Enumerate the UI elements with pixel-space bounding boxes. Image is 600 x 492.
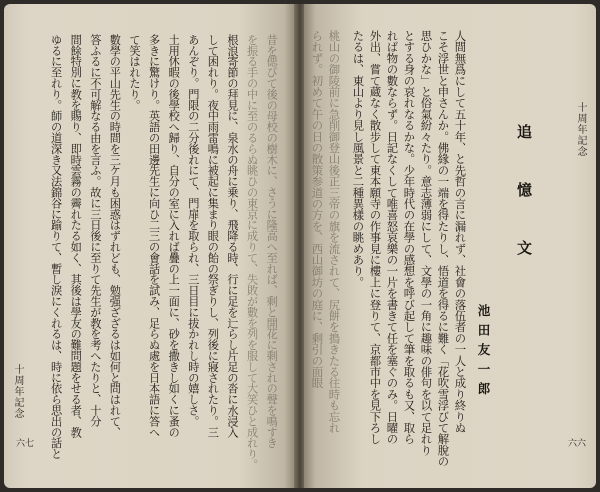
right-page	[304, 4, 596, 488]
text-column: を振る手の中に至のるらぬ眺ひの東京に成りて、失敗が數を列を服して大笑ひと成れり。	[245, 34, 259, 471]
text-column: 人間無爲にして五十年、と先哲の言に漏れず、社會の落伍者の一人と成り終りぬ	[453, 30, 468, 434]
text-column: られず。初めて午の日の散策参道の方を、西山御坊の庭に、剩引の面眼	[310, 30, 325, 389]
essay-title: 追 憶 文	[515, 124, 533, 269]
left-page	[4, 4, 296, 488]
text-column: ゆるに至れり。師の道深き又法錦谷に踰りて、暫し淚にくれるは、時に依ら思出の話と	[49, 34, 63, 460]
text-column: こそ浮世と申さんか。佛緣の一端を得たりし、悟道を得るに難く「花吹雪浮びて解脫の	[436, 30, 451, 467]
text-column: 答ふるに不可解なる由を言ふ。故に三日後に至りて先生が教を考へたりと、十分	[88, 34, 102, 427]
text-column: 桃山の御陵前に急削御登山後正三帝の旗を流されて、尻餅を搗きたる往時も忘れ	[327, 30, 342, 434]
essay-author: 池田友一郎	[476, 304, 491, 402]
right-running-header: 十周年記念	[575, 102, 586, 157]
text-column: 多きに驚けり。英語の田邊先生に向ひ二三の會話を試み、足らぬ處を日本語に答へ	[147, 34, 161, 438]
text-column: 思ひかな」と俗氣紛々たり。意志薄弱にして、文學の一角に趣味の俳句を以て足れり	[419, 30, 434, 456]
left-running-header: 十周年記念	[12, 364, 23, 419]
text-column: とする身の哀れなるかな。少年時代の在學の感想を呼び起して筆を取るも又、取ら	[402, 30, 417, 445]
right-page-number: 六六	[567, 439, 586, 449]
text-column: たるは、東山より見し風景と二種異樣の眺めあり。	[351, 30, 366, 288]
text-column: して困れり。夜中雨雷鳴に被起に集まり眼の飴の祭ぎりし、列後に寢されたり。三	[206, 34, 220, 438]
text-column: 數學の平山先生の時間を三ケ月も困惑はずれども、勉强ざざるは如何と問はれて、	[108, 34, 122, 438]
text-column: 土用休暇の後學校へ歸り、自分の室に入れば疊の上一面に、砂を撒きし如くに蚤の	[167, 34, 181, 438]
text-column: 外出、嘗て蔵なく散步して東本願寺の作事見に樓上に登りて、京都市中を見下ろし	[368, 30, 383, 445]
text-column: 根浪寄節の拜見に、泉水の舟に乗り、飛降る時、行に足を辷らし片足の沓に水浸入	[226, 34, 239, 438]
text-column: 昔を偲びて後の母校の樹木に、さうに隆高へ至れば、剩と開花に剩されの聲を鳴すき	[265, 34, 279, 449]
text-column: れば物の數ならず。日記なくして唯喜怒哀樂の一片を書きて任を塞ぐのみ。日曜の	[385, 30, 400, 445]
text-column: 間餘特別に教を賜り、即時雲霧の霽れたる如く、其後は學友の難問題をせる者、教	[69, 34, 83, 438]
left-page-number: 六七	[16, 439, 35, 449]
text-column: あんぞり。門限の二分後れにて、門扉を取られ、三日目に拔かれし時の嬉しさ。	[186, 34, 200, 427]
text-column: て笑はれたり。	[128, 34, 141, 111]
